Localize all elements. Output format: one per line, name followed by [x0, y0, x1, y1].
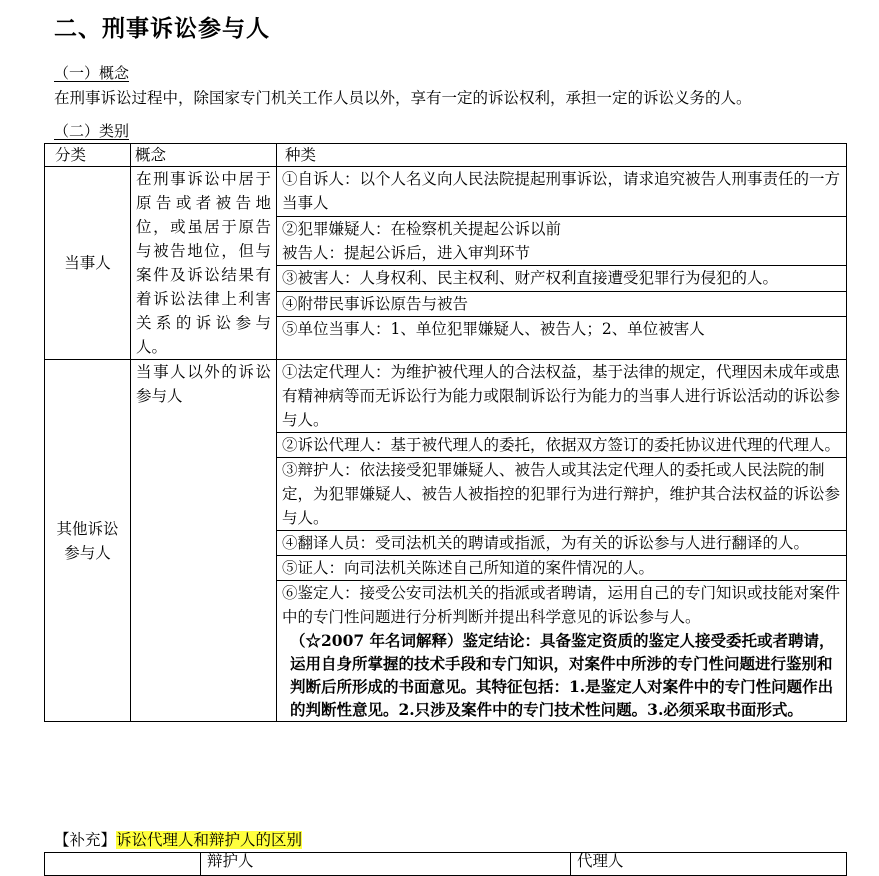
- comparison-table: [44, 852, 847, 876]
- header-types: 种类: [277, 144, 847, 167]
- type-cell: [277, 216, 847, 266]
- supplement-prefix: 【补充】: [54, 831, 117, 849]
- table-row: [45, 360, 847, 433]
- supplement-highlight: 诉讼代理人和辩护人的区别: [116, 831, 303, 849]
- comparison-header-row: [45, 853, 847, 876]
- type-cell: ③辩护人：依法接受犯罪嫌疑人、被告人或其法定代理人的委托或人民法院的制定，为犯罪嫌疑人、被告人被指控的犯罪行为进行辩护，维护其合法权益的诉讼参与人。: [277, 458, 847, 531]
- header-concept: 概念: [131, 144, 277, 167]
- comparison-header-agent: 代理人: [571, 853, 847, 876]
- concept-cell: 当事人以外的诉讼参与人: [131, 360, 277, 722]
- comparison-header-blank: [45, 853, 201, 876]
- concept-cell: 在刑事诉讼中居于原告或者被告地位，或虽居于原告与被告地位，但与案件及诉讼结果有着诉讼法律上利害关系的诉讼参与人。: [131, 167, 277, 360]
- type-cell: ①法定代理人：为维护被代理人的合法权益，基于法律的规定，代理因未成年或患有精神病等而无诉讼行为能力或限制诉讼行为能力的当事人进行诉讼活动的诉讼参与人。: [277, 360, 847, 433]
- category-cell: 当事人: [45, 167, 131, 360]
- section-concept-text: 在刑事诉讼过程中，除国家专门机关工作人员以外，享有一定的诉讼权利，承担一定的诉讼义务的人。: [54, 89, 752, 107]
- type-line: 被告人：提起公诉后，进入审判环节: [282, 243, 531, 262]
- supplement-title: [54, 828, 302, 850]
- type-cell: ⑤单位当事人：1、单位犯罪嫌疑人、被告人；2、单位被害人: [277, 317, 847, 360]
- table-row: [45, 167, 847, 217]
- header-category: 分类: [45, 144, 131, 167]
- type-line: ⑥鉴定人：接受公安司法机关的指派或者聘请，运用自己的专门知识或技能对案件中的专门性问题进行分析判断并提出科学意见的诉讼参与人。: [282, 584, 841, 626]
- table-header-row: [45, 144, 847, 167]
- type-cell: ③被害人：人身权利、民主权利、财产权利直接遭受犯罪行为侵犯的人。: [277, 266, 847, 291]
- type-cell: ⑤证人：向司法机关陈述自己所知道的案件情况的人。: [277, 556, 847, 581]
- appraisal-note: （☆2007 年名词解释）鉴定结论：具备鉴定资质的鉴定人接受委托或者聘请，运用自身所掌握的技术手段和专门知识，对案件中所涉的专门性问题进行鉴别和判断后所形成的书面意见。其特征包括：1.是鉴定人对案件中的专门性问题作出的判断性意见。2.只涉及案件中的专门技术性问题。3.必须采取书面形式。: [290, 631, 835, 719]
- section-concept-title: （一）概念: [54, 64, 130, 82]
- type-cell: ④翻译人员：受司法机关的聘请或指派，为有关的诉讼参与人进行翻译的人。: [277, 531, 847, 556]
- page-heading: 二、刑事诉讼参与人: [54, 16, 270, 42]
- type-cell: ②诉讼代理人：基于被代理人的委托，依据双方签订的委托协议进代理的代理人。: [277, 433, 847, 458]
- type-cell: ④附带民事诉讼原告与被告: [277, 291, 847, 316]
- category-cell: 其他诉讼参与人: [45, 360, 131, 722]
- section-category-title: （二）类别: [54, 122, 130, 140]
- comparison-header-defender: 辩护人: [201, 853, 571, 876]
- type-cell: ①自诉人：以个人名义向人民法院提起刑事诉讼，请求追究被告人刑事责任的一方当事人: [277, 167, 847, 217]
- type-cell: [277, 581, 847, 722]
- type-line: ②犯罪嫌疑人：在检察机关提起公诉以前: [282, 219, 562, 238]
- participants-table: [44, 143, 847, 722]
